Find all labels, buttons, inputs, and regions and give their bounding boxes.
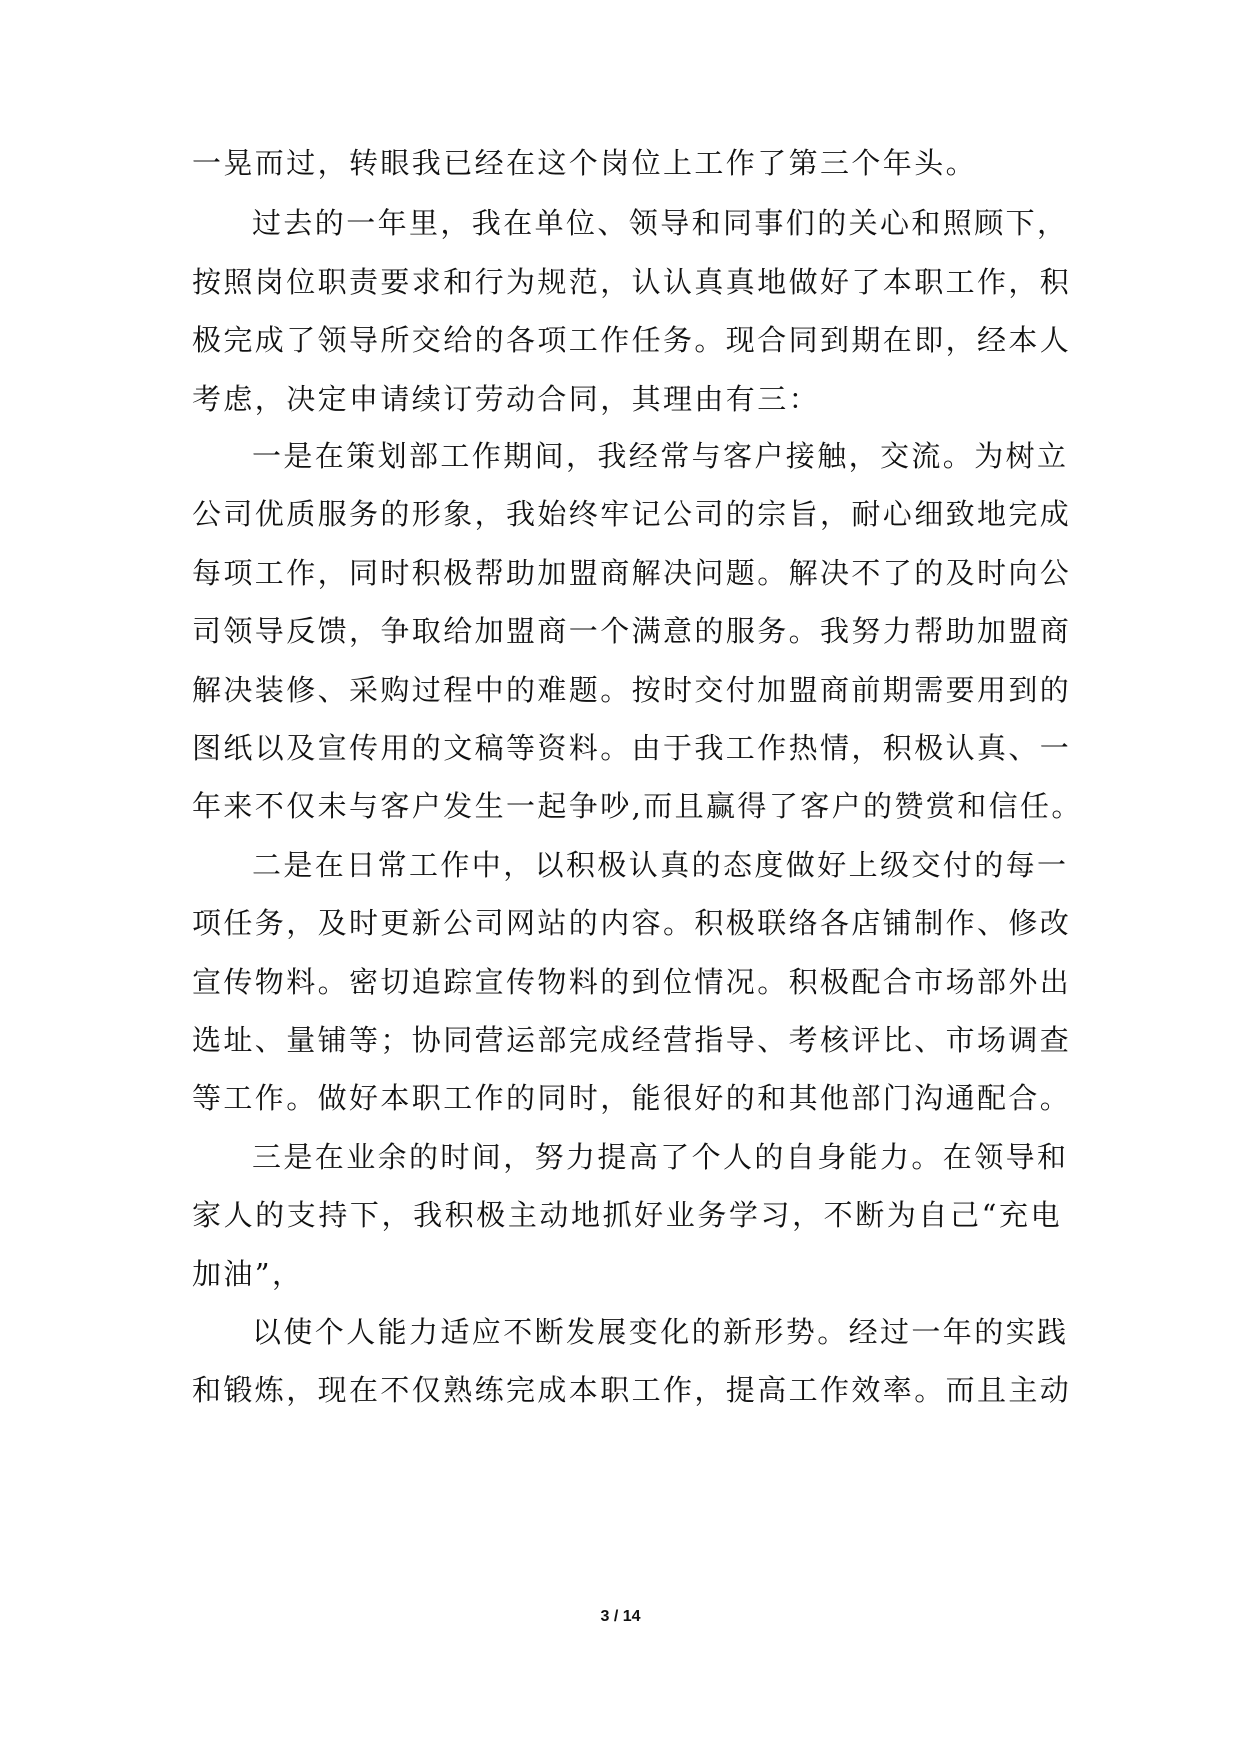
text-line: 按照岗位职责要求和行为规范，认认真真地做好了本职工作，积 <box>192 265 1072 299</box>
page-number: 3 / 14 <box>600 1608 641 1625</box>
text-line: 考虑，决定申请续订劳动合同，其理由有三： <box>192 382 821 416</box>
text-line: 公司优质服务的形象，我始终牢记公司的宗旨，耐心细致地完成 <box>192 497 1072 531</box>
text-line: 每项工作，同时积极帮助加盟商解决问题。解决不了的及时向公 <box>192 556 1072 590</box>
text-line: 解决装修、采购过程中的难题。按时交付加盟商前期需要用到的 <box>192 673 1072 707</box>
text-line: 司领导反馈，争取给加盟商一个满意的服务。我努力帮助加盟商 <box>192 614 1072 648</box>
text-line: 以使个人能力适应不断发展变化的新形势。经过一年的实践 <box>252 1315 1069 1349</box>
text-line: 等工作。做好本职工作的同时，能很好的和其他部门沟通配合。 <box>192 1081 1072 1115</box>
text-line: 一是在策划部工作期间，我经常与客户接触，交流。为树立 <box>252 439 1069 473</box>
text-line: 图纸以及宣传用的文稿等资料。由于我工作热情，积极认真、一 <box>192 731 1072 765</box>
text-line: 项任务，及时更新公司网站的内容。积极联络各店铺制作、修改 <box>192 906 1072 940</box>
text-line: 过去的一年里，我在单位、领导和同事们的关心和照顾下， <box>252 206 1069 240</box>
text-line: 加油”， <box>192 1257 304 1291</box>
text-line: 极完成了领导所交给的各项工作任务。现合同到期在即，经本人 <box>192 323 1072 357</box>
text-line: 宣传物料。密切追踪宣传物料的到位情况。积极配合市场部外出 <box>192 965 1072 999</box>
text-line: 选址、量铺等；协同营运部完成经营指导、考核评比、市场调查 <box>192 1023 1072 1057</box>
text-line: 年来不仅未与客户发生一起争吵,而且赢得了客户的赞赏和信任。 <box>192 789 1083 823</box>
text-line: 三是在业余的时间，努力提高了个人的自身能力。在领导和 <box>252 1140 1069 1174</box>
text-line: 和锻炼，现在不仅熟练完成本职工作，提高工作效率。而且主动 <box>192 1373 1072 1407</box>
text-line: 家人的支持下，我积极主动地抓好业务学习，不断为自己“充电 <box>192 1198 1062 1232</box>
text-line: 一晃而过，转眼我已经在这个岗位上工作了第三个年头。 <box>192 146 978 180</box>
text-line: 二是在日常工作中，以积极认真的态度做好上级交付的每一 <box>252 848 1069 882</box>
